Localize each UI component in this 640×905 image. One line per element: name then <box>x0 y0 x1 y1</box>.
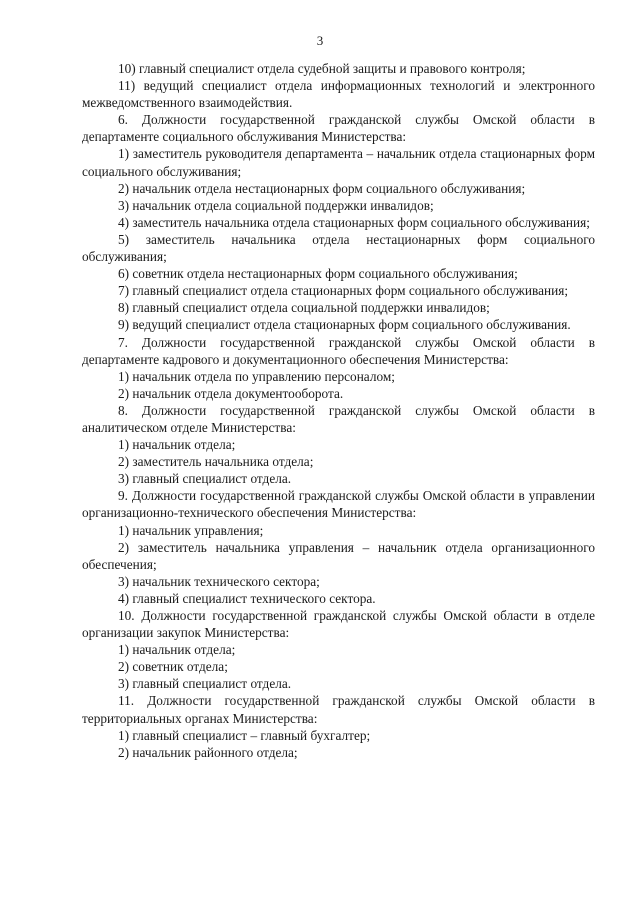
paragraph: 6) советник отдела нестационарных форм социального обслуживания; <box>118 266 518 282</box>
paragraph: 1) начальник отдела; <box>118 437 236 453</box>
paragraph: 2) советник отдела; <box>118 659 228 675</box>
paragraph: 1) заместитель руководителя департамента – начальник отдела стационарных форм социального обслуживания; <box>82 146 595 179</box>
paragraph: 2) начальник отдела нестационарных форм социального обслуживания; <box>118 180 526 196</box>
paragraph: 4) главный специалист технического сектора. <box>118 590 376 606</box>
paragraph: 1) начальник отдела по управлению персоналом; <box>118 368 395 384</box>
paragraph: 11) ведущий специалист отдела информационных технологий и электронного межведомственного взаимодействия. <box>82 78 595 111</box>
paragraph: 5) заместитель начальника отдела нестационарных форм социального обслуживания; <box>82 231 595 265</box>
paragraph: 1) начальник управления; <box>118 522 264 538</box>
paragraph: 2) заместитель начальника управления – начальник отдела организационного обеспечения; <box>82 539 595 572</box>
paragraph: 3) главный специалист отдела. <box>118 471 292 487</box>
paragraph: 7) главный специалист отдела стационарных форм социального обслуживания; <box>118 283 569 299</box>
paragraph: 9) ведущий специалист отдела стационарных форм социального обслуживания. <box>118 317 571 333</box>
paragraph: 2) начальник отдела документооборота. <box>118 385 344 401</box>
document-body <box>82 60 595 761</box>
paragraph: 3) начальник технического сектора; <box>118 573 320 589</box>
paragraph: 10. Должности государственной гражданской службы Омской области в отделе организации закупок Министерства: <box>82 608 595 641</box>
paragraph: 6. Должности государственной гражданской службы Омской области в департаменте социального обслуживания Министерства: <box>82 112 595 145</box>
paragraph: 2) заместитель начальника отдела; <box>118 454 314 470</box>
paragraph: 3) начальник отдела социальной поддержки инвалидов; <box>118 197 434 213</box>
paragraph: 1) начальник отдела; <box>118 642 236 658</box>
paragraph: 8. Должности государственной гражданской службы Омской области в аналитическом отделе Министерства: <box>82 402 595 435</box>
paragraph: 7. Должности государственной гражданской службы Омской области в департаменте кадрового и документационного обеспечения Министерства: <box>82 334 595 367</box>
paragraph: 3) главный специалист отдела. <box>118 676 292 692</box>
paragraph: 9. Должности государственной гражданской службы Омской области в управлении организационно-технического обеспечения Министерства: <box>82 488 595 521</box>
paragraph: 10) главный специалист отдела судебной защиты и правового контроля; <box>118 61 526 76</box>
paragraph: 4) заместитель начальника отдела стационарных форм социального обслуживания; <box>118 214 590 230</box>
paragraph: 1) главный специалист – главный бухгалтер; <box>118 727 371 743</box>
paragraph: 8) главный специалист отдела социальной поддержки инвалидов; <box>118 300 490 316</box>
paragraph: 2) начальник районного отдела; <box>118 744 298 760</box>
paragraph: 11. Должности государственной гражданской службы Омской области в территориальных органах Министерства: <box>82 693 595 726</box>
page-number: 3 <box>316 33 324 48</box>
